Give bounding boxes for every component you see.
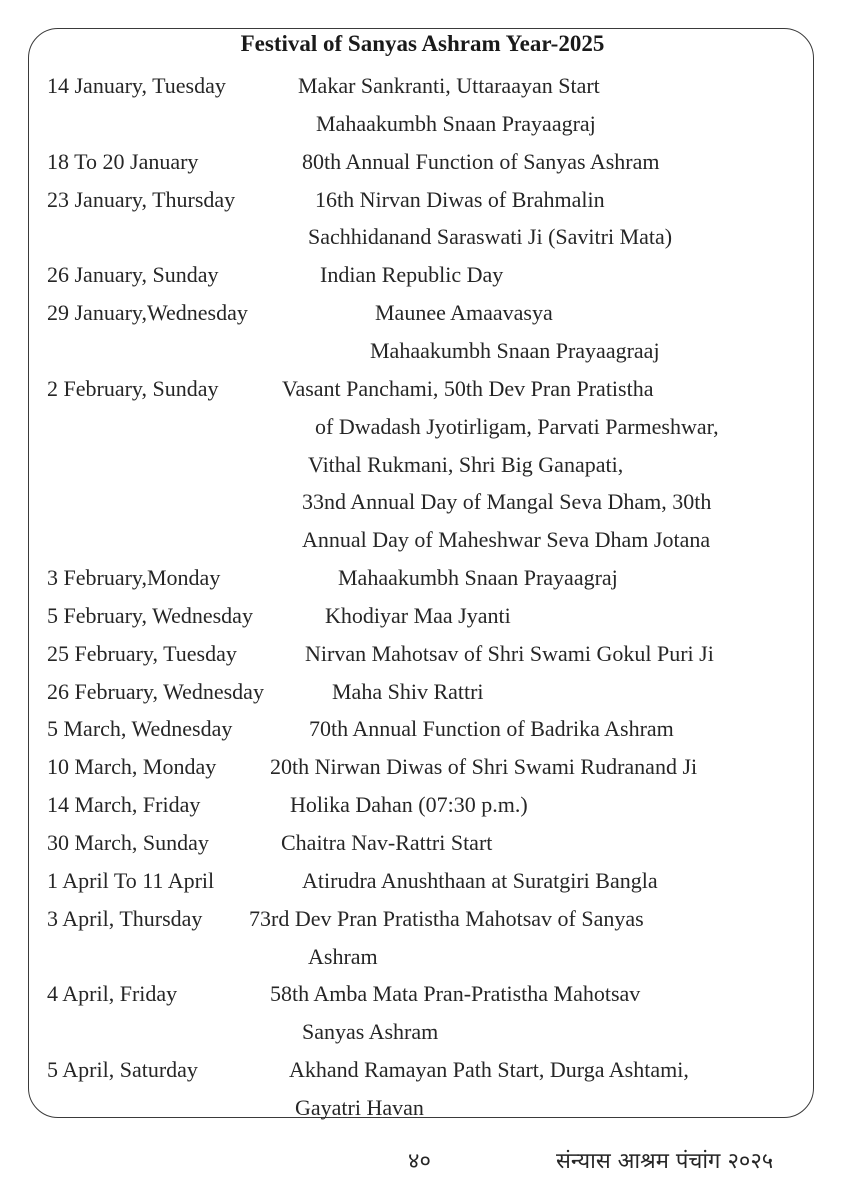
festival-date: 10 March, Monday bbox=[47, 754, 217, 780]
festival-description: Nirvan Mahotsav of Shri Swami Gokul Puri Ji bbox=[305, 640, 714, 666]
page-number: ४० bbox=[408, 1149, 431, 1174]
festival-description: of Dwadash Jyotirligam, Parvati Parmeshwar, bbox=[315, 413, 719, 439]
festival-date: 25 February, Tuesday bbox=[47, 640, 237, 666]
festival-description: Vasant Panchami, 50th Dev Pran Pratistha bbox=[282, 375, 654, 401]
festival-description: Holika Dahan (07:30 p.m.) bbox=[290, 792, 528, 818]
festival-date: 29 January,Wednesday bbox=[47, 300, 248, 326]
festival-date: 4 April, Friday bbox=[47, 981, 178, 1007]
festival-description: Maha Shiv Rattri bbox=[332, 678, 484, 704]
festival-date: 23 January, Thursday bbox=[47, 186, 236, 212]
festival-date: 3 April, Thursday bbox=[47, 905, 203, 931]
page-title: Festival of Sanyas Ashram Year-2025 bbox=[240, 31, 605, 56]
festival-description: Khodiyar Maa Jyanti bbox=[325, 602, 511, 628]
festival-description: 80th Annual Function of Sanyas Ashram bbox=[302, 148, 660, 174]
festival-description: 73rd Dev Pran Pratistha Mahotsav of Sanyas bbox=[249, 905, 644, 931]
festival-description: Atirudra Anushthaan at Suratgiri Bangla bbox=[302, 867, 658, 893]
festival-description: Mahaakumbh Snaan Prayaagraaj bbox=[370, 337, 660, 363]
festival-description: Annual Day of Maheshwar Seva Dham Jotana bbox=[302, 527, 711, 553]
festival-description: Gayatri Havan bbox=[295, 1094, 424, 1120]
festival-description: Makar Sankranti, Uttaraayan Start bbox=[298, 73, 600, 98]
festival-description: 70th Annual Function of Badrika Ashram bbox=[309, 716, 674, 742]
festival-description: Sanyas Ashram bbox=[302, 1019, 439, 1045]
festival-description: 33nd Annual Day of Mangal Seva Dham, 30th bbox=[302, 489, 712, 515]
festival-date: 1 April To 11 April bbox=[47, 867, 215, 893]
festival-date: 2 February, Sunday bbox=[47, 375, 219, 401]
festival-description: Vithal Rukmani, Shri Big Ganapati, bbox=[308, 451, 624, 477]
festival-date: 5 April, Saturday bbox=[47, 1057, 198, 1083]
festival-date: 26 February, Wednesday bbox=[47, 678, 264, 704]
festival-description: Mahaakumbh Snaan Prayaagraj bbox=[316, 110, 596, 136]
festival-date: 14 January, Tuesday bbox=[47, 73, 226, 98]
festival-date: 5 February, Wednesday bbox=[47, 602, 253, 628]
festival-date: 30 March, Sunday bbox=[47, 830, 209, 855]
festival-description: Ashram bbox=[308, 943, 378, 969]
festival-description: Maunee Amaavasya bbox=[375, 300, 553, 326]
festival-date: 26 January, Sunday bbox=[47, 262, 219, 288]
festival-date: 3 February,Monday bbox=[47, 565, 221, 591]
festival-date: 18 To 20 January bbox=[47, 148, 199, 174]
festival-description: 16th Nirvan Diwas of Brahmalin bbox=[315, 186, 605, 212]
festival-description: 58th Amba Mata Pran-Pratistha Mahotsav bbox=[270, 981, 641, 1007]
festival-description: Sachhidanand Saraswati Ji (Savitri Mata) bbox=[308, 224, 673, 250]
festival-description: 20th Nirwan Diwas of Shri Swami Rudranand Ji bbox=[270, 754, 698, 780]
festival-description: Akhand Ramayan Path Start, Durga Ashtami, bbox=[289, 1057, 689, 1083]
festival-date: 5 March, Wednesday bbox=[47, 716, 233, 742]
festival-description: Chaitra Nav-Rattri Start bbox=[281, 830, 493, 855]
festival-description: Mahaakumbh Snaan Prayaagraj bbox=[338, 565, 618, 591]
festival-description: Indian Republic Day bbox=[320, 262, 504, 288]
festival-date: 14 March, Friday bbox=[47, 792, 201, 818]
book-name: संन्यास आश्रम पंचांग २०२५ bbox=[556, 1149, 774, 1174]
